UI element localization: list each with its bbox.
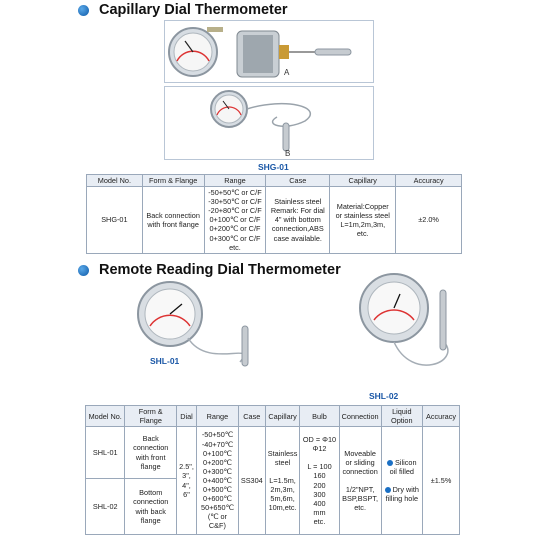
col-header-connection: Connection	[339, 406, 381, 427]
col-header-liquid-option: Liquid Option	[381, 406, 422, 427]
cell-accuracy: ±1.5%	[423, 427, 460, 535]
col-header-form: Form & Flange	[125, 406, 177, 427]
liquid-option-dry	[384, 485, 420, 503]
cell-form: Bottom connection with back flange	[125, 479, 177, 535]
col-header-model: Model No.	[87, 175, 143, 187]
bullet-dot-icon	[385, 487, 391, 493]
col-header-accuracy: Accuracy	[396, 175, 462, 187]
thermometer-shl01-illustration	[128, 280, 268, 372]
model-code-shl02: SHL-02	[369, 391, 399, 401]
spec-table-remote	[85, 405, 460, 535]
col-header-bulb: Bulb	[300, 406, 339, 427]
col-header-range: Range	[196, 406, 238, 427]
model-code-shl01: SHL-01	[150, 356, 180, 366]
liquid-option-silicon	[384, 458, 420, 476]
section-title-text: Capillary Dial Thermometer	[99, 2, 288, 18]
col-header-model: Model No.	[86, 406, 125, 427]
bullet-icon	[78, 5, 89, 16]
caption-a: A	[284, 68, 290, 77]
thermometer-b-illustration	[165, 87, 373, 159]
cell-model: SHG-01	[87, 187, 143, 254]
cell-model: SHL-02	[86, 479, 125, 535]
liquid-option-silicon-label: Silicon oil filled	[389, 458, 417, 477]
cell-range: -50+50℃ -40+70℃ 0+100℃ 0+200℃ 0+300℃ 0+400℃ 0+500℃ 0+600℃ 50+650℃ (℃ or C&F)	[196, 427, 238, 535]
table-header-row	[87, 175, 462, 187]
col-header-capillary: Capillary	[265, 406, 300, 427]
photo-thermometer-a	[164, 20, 374, 83]
col-header-capillary: Capillary	[330, 175, 396, 187]
cell-model: SHL-01	[86, 427, 125, 479]
col-header-accuracy: Accuracy	[423, 406, 460, 427]
cell-case: SS304	[238, 427, 265, 535]
thermometer-a-illustration	[165, 21, 373, 82]
table-row	[86, 427, 460, 479]
section-title-remote	[78, 262, 341, 278]
cell-form: Back connection with front flange	[125, 427, 177, 479]
section-title-text: Remote Reading Dial Thermometer	[99, 262, 341, 278]
col-header-case: Case	[238, 406, 265, 427]
cell-dial: 2.5", 3", 4", 6"	[177, 427, 197, 535]
caption-b: B	[285, 149, 291, 158]
cell-accuracy: ±2.0%	[396, 187, 462, 254]
model-code-shg01: SHG-01	[258, 162, 289, 172]
col-header-range: Range	[204, 175, 266, 187]
cell-liquid-option	[381, 427, 422, 535]
cell-case: Stainless steel Remark: For dial 4" with bottom connection,ABS case available.	[266, 187, 330, 254]
bullet-icon	[78, 265, 89, 276]
bullet-dot-icon	[387, 460, 393, 466]
table-row	[87, 187, 462, 254]
cell-connection: Moveable or sliding connection 1/2"NPT, BSP,BSPT, etc.	[339, 427, 381, 535]
cell-bulb: OD = Φ10 Φ12 L = 100 160 200 300 400 mm etc.	[300, 427, 339, 535]
thermometer-shl02-illustration	[352, 272, 472, 390]
section-title-capillary	[78, 2, 288, 18]
table-header-row	[86, 406, 460, 427]
photo-thermometer-b	[164, 86, 374, 160]
cell-form: Back connection with front flange	[142, 187, 204, 254]
col-header-case: Case	[266, 175, 330, 187]
col-header-dial: Dial	[177, 406, 197, 427]
liquid-option-dry-label: Dry with filling hole	[385, 484, 419, 503]
col-header-form: Form & Flange	[142, 175, 204, 187]
cell-range: -50+50℃ or C/F -30+50℃ or C/F -20+80℃ or C/F 0+100℃ or C/F 0+200℃ or C/F 0+300℃ or C/F etc.	[204, 187, 266, 254]
cell-capillary: Material:Copper or stainless steel L=1m,2m,3m, etc.	[330, 187, 396, 254]
spec-table-capillary	[86, 174, 462, 254]
cell-capillary: Stainless steel L=1.5m, 2m,3m, 5m,6m, 10m,etc.	[265, 427, 300, 535]
